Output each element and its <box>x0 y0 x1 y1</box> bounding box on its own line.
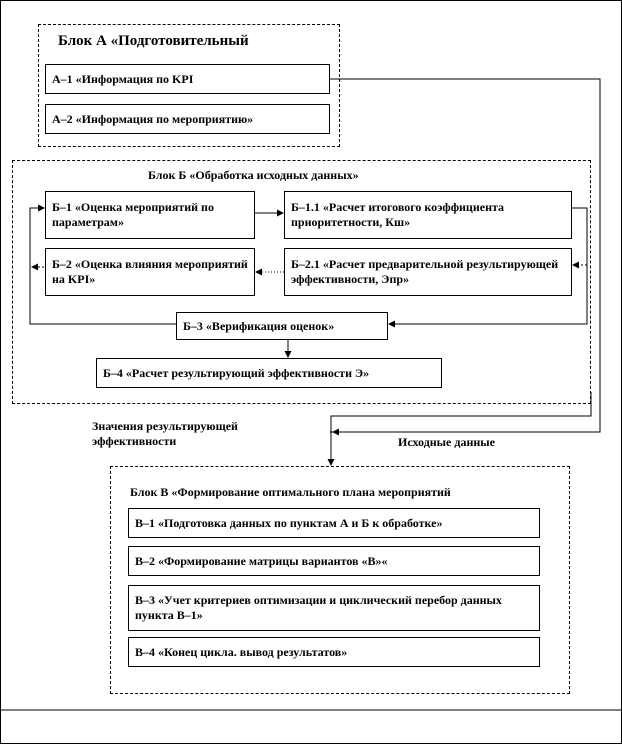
box-a1: А–1 «Информация по KPI <box>45 64 330 94</box>
block-b-title: Блок Б «Обработка исходных данных» <box>148 168 359 182</box>
box-b4: Б–4 «Расчет результирующий эффективности Э» <box>96 358 442 388</box>
box-b3: Б–3 «Верификация оценок» <box>176 312 388 340</box>
box-b2: Б–2 «Оценка влияния мероприятий на KPI» <box>45 248 255 296</box>
arrow-a-to-source <box>330 79 600 432</box>
block-a-title: Блок А «Подготовительный <box>58 33 249 49</box>
label-result-efficiency: Значения результирующей эффективности <box>92 419 238 448</box>
arrow-b-to-v <box>331 392 591 465</box>
box-v1: В–1 «Подготовка данных по пунктам А и Б к обработке» <box>128 508 540 538</box>
arrow-b11-right-loop <box>389 208 587 324</box>
box-b1: Б–1 «Оценка мероприятий по параметрам» <box>45 191 255 239</box>
block-v-title: Блок В «Формирование оптимального плана мероприятий <box>130 485 451 499</box>
arrow-b3-left-loop <box>30 208 176 324</box>
box-v2: В–2 «Формирование матрицы вариантов «В»« <box>128 546 540 576</box>
box-v4: В–4 «Конец цикла. вывод результатов» <box>128 637 540 667</box>
box-b11: Б–1.1 «Расчет итогового коэффициента приоритетности, Кш» <box>284 191 572 239</box>
box-a2: А–2 «Информация по мероприятию» <box>45 104 330 134</box>
label-source-data: Исходные данные <box>398 435 495 449</box>
box-v3: В–3 «Учет критериев оптимизации и циклический перебор данных пункта В–1» <box>128 585 540 631</box>
box-b21: Б–2.1 «Расчет предварительной результирующей эффективности, Эпр» <box>284 248 572 296</box>
